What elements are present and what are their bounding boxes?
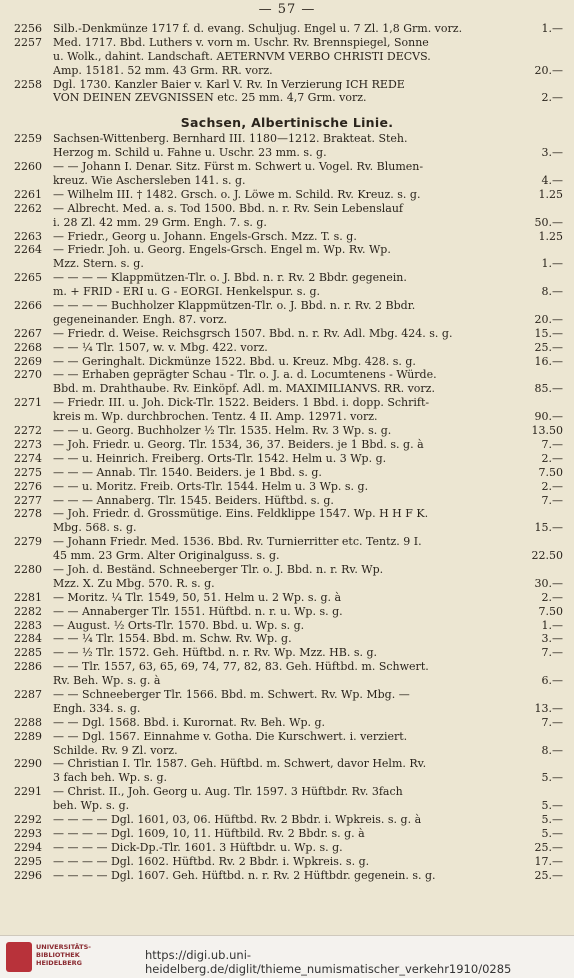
entry-description: Amp. 15181. 52 mm. 43 Grm. RR. vorz.	[53, 63, 273, 77]
entry-price: 1.—	[541, 22, 563, 35]
entry-price: 6.—	[541, 674, 563, 688]
catalog-entry-line	[0, 563, 574, 577]
entry-number: 2257	[14, 35, 42, 49]
entry-price: 3.—	[541, 632, 563, 646]
entry-number: 2291	[14, 785, 42, 799]
entry-price: 5.—	[541, 771, 563, 785]
entry-number: 2295	[14, 854, 42, 868]
entry-price: 2.—	[541, 451, 563, 465]
library-logo-label: UNIVERSITÄTS-BIBLIOTHEK HEIDELBERG	[36, 943, 91, 967]
entry-price: 13.—	[534, 701, 563, 715]
entry-description: — — Geringhalt. Dickmünze 1522. Bbd. u. Kreuz. Mbg. 428. s. g.	[53, 354, 416, 368]
entry-number: 2279	[14, 535, 42, 549]
entry-description: — — Tlr. 1557, 63, 65, 69, 74, 77, 82, 83. Geh. Hüftbd. m. Schwert.	[53, 660, 429, 674]
entry-description: — — Erhaben geprägter Schau - Tlr. o. J. a. d. Locumtenens - Würde.	[53, 368, 437, 382]
entry-number: 2271	[14, 396, 42, 410]
entry-number: 2268	[14, 340, 42, 354]
entry-description: Schilde. Rv. 9 Zl. vorz.	[53, 743, 178, 757]
entry-description: — Friedr., Georg u. Johann. Engels-Grsch. Mzz. T. s. g.	[53, 229, 357, 243]
entry-description: — — — — Dgl. 1601, 03, 06. Hüftbd. Rv. 2 Bbdr. i. Wpkreis. s. g. à	[53, 812, 422, 826]
footer-bar	[0, 935, 574, 978]
entry-number: 2281	[14, 590, 42, 604]
entry-description: — — — Annab. Tlr. 1540. Beiders. je 1 Bbd. s. g.	[53, 465, 322, 479]
entry-price: 1.—	[541, 257, 563, 271]
entry-price: 7.—	[541, 437, 563, 451]
section-heading: Sachsen, Albertinische Linie.	[180, 115, 394, 131]
entry-number: 2278	[14, 507, 42, 521]
catalog-entry-line	[0, 619, 574, 633]
entry-number: 2293	[14, 826, 42, 840]
entry-price: 15.—	[534, 326, 563, 340]
catalog-entry-line	[0, 216, 574, 230]
entry-description: — August. ½ Orts-Tlr. 1570. Bbd. u. Wp. s. g.	[53, 618, 305, 632]
entry-price: 30.—	[534, 576, 563, 590]
catalog-entry-line	[0, 535, 574, 549]
catalog-entry-line	[0, 285, 574, 299]
entry-price: 5.—	[541, 799, 563, 813]
entry-description: — Albrecht. Med. a. s. Tod 1500. Bbd. n. r. Rv. Sein Lebenslauf	[53, 201, 403, 215]
entry-number: 2265	[14, 271, 42, 285]
entry-number: 2264	[14, 243, 42, 257]
entry-list-main	[0, 132, 574, 882]
entry-number: 2262	[14, 201, 42, 215]
entry-price: 25.—	[534, 868, 563, 882]
catalog-entry-line	[0, 230, 574, 244]
catalog-content	[0, 22, 574, 882]
catalog-entry-line	[0, 841, 574, 855]
catalog-entry-line	[0, 188, 574, 202]
catalog-entry-line	[0, 341, 574, 355]
entry-price: 1.—	[541, 618, 563, 632]
catalog-entry-line	[0, 702, 574, 716]
entry-price: 3.—	[541, 146, 563, 160]
entry-description: Med. 1717. Bbd. Luthers v. vorn m. Uschr. Rv. Brennspiegel, Sonne	[53, 35, 429, 49]
entry-description: — Friedr. d. Weise. Reichsgrsch 1507. Bbd. n. r. Rv. Adl. Mbg. 424. s. g.	[53, 326, 453, 340]
entry-description: u. Wolk., dahint. Landschaft. AETERNVM VERBO CHRISTI DECVS.	[53, 49, 431, 63]
entry-number: 2276	[14, 479, 42, 493]
entry-price: 22.50	[531, 549, 563, 563]
entry-description: VON DEINEN ZEVGNISSEN etc. 25 mm. 4,7 Grm. vorz.	[53, 91, 367, 105]
catalog-entry-line	[0, 396, 574, 410]
entry-description: Dgl. 1730. Kanzler Baier v. Karl V. Rv. In Verzierung ICH REDE	[53, 77, 405, 91]
catalog-entry-line	[0, 299, 574, 313]
entry-price: 7.50	[538, 465, 563, 479]
catalog-entry-line	[0, 521, 574, 535]
entry-number: 2287	[14, 687, 42, 701]
entry-description: Silb.-Denkmünze 1717 f. d. evang. Schuljug. Engel u. 7 Zl. 1,8 Grm. vorz.	[53, 22, 463, 35]
entry-number: 2282	[14, 604, 42, 618]
entry-description: — Friedr. III. u. Joh. Dick-Tlr. 1522. Beiders. 1 Bbd. i. dopp. Schrift-	[53, 396, 430, 410]
catalog-entry-line	[0, 78, 574, 92]
catalog-entry-line	[0, 424, 574, 438]
entry-price: 90.—	[534, 410, 563, 424]
entry-description: — Joh. Friedr. d. Grossmütige. Eins. Feldklippe 1547. Wp. H H F K.	[53, 507, 429, 521]
entry-description: kreuz. Wie Aschersleben 141. s. g.	[53, 174, 246, 188]
catalog-entry-line	[0, 785, 574, 799]
catalog-entry-line	[0, 91, 574, 105]
entry-number: 2294	[14, 840, 42, 854]
catalog-entry-line	[0, 132, 574, 146]
catalog-entry-line	[0, 243, 574, 257]
entry-price: 7.—	[541, 493, 563, 507]
entry-description: — — — — Klappmützen-Tlr. o. J. Bbd. n. r. Rv. 2 Bbdr. gegenein.	[53, 271, 407, 285]
entry-description: — — ½ Tlr. 1572. Geh. Hüftbd. n. r. Rv. Wp. Mzz. HB. s. g.	[53, 646, 377, 660]
catalog-entry-line	[0, 549, 574, 563]
entry-description: Sachsen-Wittenberg. Bernhard III. 1180—1212. Brakteat. Steh.	[53, 132, 408, 146]
entry-price: 50.—	[534, 215, 563, 229]
entry-number: 2286	[14, 660, 42, 674]
catalog-entry-line	[0, 146, 574, 160]
catalog-entry-line	[0, 480, 574, 494]
entry-description: — Moritz. ¼ Tlr. 1549, 50, 51. Helm u. 2 Wp. s. g. à	[53, 590, 342, 604]
entry-price: 7.—	[541, 715, 563, 729]
catalog-entry-line	[0, 507, 574, 521]
entry-number: 2285	[14, 646, 42, 660]
entry-number: 2280	[14, 562, 42, 576]
entry-description: — — u. Heinrich. Freiberg. Orts-Tlr. 1542. Helm u. 3 Wp. g.	[53, 451, 387, 465]
entry-number: 2274	[14, 451, 42, 465]
entry-number: 2260	[14, 160, 42, 174]
catalog-entry-line	[0, 716, 574, 730]
catalog-entry-line	[0, 813, 574, 827]
entry-number: 2256	[14, 22, 42, 35]
entry-description: — Friedr. Joh. u. Georg. Engels-Grsch. Engel m. Wp. Rv. Wp.	[53, 243, 391, 257]
catalog-entry-line	[0, 64, 574, 78]
entry-number: 2272	[14, 424, 42, 438]
entry-number: 2266	[14, 299, 42, 313]
entry-price: 20.—	[534, 312, 563, 326]
entry-description: — — Annaberger Tlr. 1551. Hüftbd. n. r. u. Wp. s. g.	[53, 604, 343, 618]
catalog-entry-line	[0, 660, 574, 674]
catalog-entry-line	[0, 674, 574, 688]
entry-price: 2.—	[541, 590, 563, 604]
entry-price: 5.—	[541, 826, 563, 840]
entry-description: Mbg. 568. s. g.	[53, 521, 137, 535]
entry-price: 7.—	[541, 646, 563, 660]
catalog-entry-line	[0, 744, 574, 758]
entry-list-top	[0, 22, 574, 105]
catalog-entry-line	[0, 22, 574, 36]
catalog-entry-line	[0, 50, 574, 64]
entry-description: 3 fach beh. Wp. s. g.	[53, 771, 168, 785]
entry-description: — — — Annaberg. Tlr. 1545. Beiders. Hüftbd. s. g.	[53, 493, 334, 507]
entry-price: 7.50	[538, 604, 563, 618]
catalog-entry-line	[0, 605, 574, 619]
entry-description: — Wilhelm III. † 1482. Grsch. o. J. Löwe m. Schild. Rv. Kreuz. s. g.	[53, 187, 421, 201]
catalog-entry-line	[0, 257, 574, 271]
catalog-entry-line	[0, 174, 574, 188]
entry-description: — Johann Friedr. Med. 1536. Bbd. Rv. Turnierritter etc. Tentz. 9 I.	[53, 535, 422, 549]
entry-description: — — Schneeberger Tlr. 1566. Bbd. m. Schwert. Rv. Wp. Mbg. —	[53, 687, 410, 701]
entry-price: 17.—	[534, 854, 563, 868]
entry-description: beh. Wp. s. g.	[53, 799, 130, 813]
entry-description: — — Dgl. 1568. Bbd. i. Kurornat. Rv. Beh. Wp. g.	[53, 715, 326, 729]
entry-number: 2275	[14, 465, 42, 479]
entry-description: — Christ. II., Joh. Georg u. Aug. Tlr. 1597. 3 Hüftbdr. Rv. 3fach	[53, 785, 403, 799]
entry-number: 2263	[14, 229, 42, 243]
entry-description: — — ¼ Tlr. 1554. Bbd. m. Schw. Rv. Wp. g.	[53, 632, 292, 646]
catalog-entry-line	[0, 688, 574, 702]
catalog-entry-line	[0, 466, 574, 480]
catalog-entry-line	[0, 827, 574, 841]
entry-description: Mzz. X. Zu Mbg. 570. R. s. g.	[53, 576, 215, 590]
entry-number: 2284	[14, 632, 42, 646]
entry-price: 25.—	[534, 340, 563, 354]
catalog-entry-line	[0, 591, 574, 605]
entry-price: 20.—	[534, 63, 563, 77]
entry-number: 2261	[14, 187, 42, 201]
entry-price: 2.—	[541, 479, 563, 493]
catalog-entry-line	[0, 160, 574, 174]
entry-description: Herzog m. Schild u. Fahne u. Uschr. 23 mm. s. g.	[53, 146, 327, 160]
entry-description: — — — — Dgl. 1602. Hüftbd. Rv. 2 Bbdr. i. Wpkreis. s. g.	[53, 854, 370, 868]
entry-number: 2270	[14, 368, 42, 382]
entry-description: — Christian I. Tlr. 1587. Geh. Hüftbd. m. Schwert, davor Helm. Rv.	[53, 757, 427, 771]
catalog-entry-line	[0, 327, 574, 341]
entry-number: 2289	[14, 729, 42, 743]
library-logo-icon	[6, 942, 32, 972]
catalog-entry-line	[0, 438, 574, 452]
catalog-entry-line	[0, 855, 574, 869]
entry-price: 25.—	[534, 840, 563, 854]
entry-price: 5.—	[541, 812, 563, 826]
entry-description: — — — — Buchholzer Klappmützen-Tlr. o. J. Bbd. n. r. Rv. 2 Bbdr.	[53, 299, 416, 313]
catalog-entry-line	[0, 730, 574, 744]
entry-description: kreis m. Wp. durchbrochen. Tentz. 4 II. Amp. 12971. vorz.	[53, 410, 378, 424]
entry-number: 2267	[14, 326, 42, 340]
entry-number: 2273	[14, 437, 42, 451]
entry-description: — — Johann I. Denar. Sitz. Fürst m. Schwert u. Vogel. Rv. Blumen-	[53, 160, 424, 174]
entry-description: Engh. 334. s. g.	[53, 701, 141, 715]
catalog-entry-line	[0, 202, 574, 216]
catalog-entry-line	[0, 646, 574, 660]
entry-description: m. + FRID - ERI u. G - EORGI. Henkelspur. s. g.	[53, 285, 320, 299]
entry-description: gegeneinander. Engh. 87. vorz.	[53, 312, 228, 326]
entry-price: 13.50	[531, 424, 563, 438]
entry-description: — — ¼ Tlr. 1507, w. v. Mbg. 422. vorz.	[53, 340, 268, 354]
entry-price: 16.—	[534, 354, 563, 368]
entry-description: — — — — Dgl. 1607. Geh. Hüftbd. n. r. Rv. 2 Hüftbdr. gegenein. s. g.	[53, 868, 436, 882]
catalog-entry-line	[0, 410, 574, 424]
entry-price: 85.—	[534, 382, 563, 396]
entry-price: 8.—	[541, 743, 563, 757]
entry-description: — — u. Georg. Buchholzer ½ Tlr. 1535. Helm. Rv. 3 Wp. s. g.	[53, 424, 392, 438]
entry-price: 4.—	[541, 174, 563, 188]
catalog-entry-line	[0, 368, 574, 382]
entry-description: — Joh. d. Beständ. Schneeberger Tlr. o. J. Bbd. n. r. Rv. Wp.	[53, 562, 384, 576]
entry-description: Mzz. Stern. s. g.	[53, 257, 144, 271]
page-number: — 57 —	[258, 2, 316, 17]
entry-number: 2296	[14, 868, 42, 882]
entry-description: Bbd. m. Drahthaube. Rv. Einköpf. Adl. m. MAXIMILIANVS. RR. vorz.	[53, 382, 435, 396]
entry-number: 2259	[14, 132, 42, 146]
entry-description: — — — — Dick-Dp.-Tlr. 1601. 3 Hüftbdr. u. Wp. s. g.	[53, 840, 343, 854]
entry-number: 2277	[14, 493, 42, 507]
entry-number: 2269	[14, 354, 42, 368]
catalog-entry-line	[0, 271, 574, 285]
entry-description: — — Dgl. 1567. Einnahme v. Gotha. Die Kurschwert. i. verziert.	[53, 729, 408, 743]
catalog-entry-line	[0, 313, 574, 327]
entry-price: 8.—	[541, 285, 563, 299]
entry-number: 2283	[14, 618, 42, 632]
entry-description: i. 28 Zl. 42 mm. 29 Grm. Engh. 7. s. g.	[53, 215, 267, 229]
entry-price: 1.25	[538, 187, 563, 201]
entry-description: — Joh. Friedr. u. Georg. Tlr. 1534, 36, 37. Beiders. je 1 Bbd. s. g. à	[53, 437, 424, 451]
entry-description: — — — — Dgl. 1609, 10, 11. Hüftbild. Rv. 2 Bbdr. s. g. à	[53, 826, 365, 840]
catalog-entry-line	[0, 577, 574, 591]
entry-number: 2258	[14, 77, 42, 91]
catalog-entry-line	[0, 799, 574, 813]
catalog-entry-line	[0, 36, 574, 50]
entry-price: 15.—	[534, 521, 563, 535]
entry-description: 45 mm. 23 Grm. Alter Originalguss. s. g.	[53, 549, 280, 563]
catalog-entry-line	[0, 757, 574, 771]
entry-description: Rv. Beh. Wp. s. g. à	[53, 674, 161, 688]
catalog-entry-line	[0, 494, 574, 508]
catalog-entry-line	[0, 632, 574, 646]
entry-number: 2288	[14, 715, 42, 729]
entry-description: — — u. Moritz. Freib. Orts-Tlr. 1544. Helm u. 3 Wp. s. g.	[53, 479, 369, 493]
catalog-entry-line	[0, 452, 574, 466]
catalog-entry-line	[0, 869, 574, 883]
entry-price: 2.—	[541, 91, 563, 105]
entry-price: 1.25	[538, 229, 563, 243]
source-url-link[interactable]: https://digi.ub.uni-heidelberg.de/diglit/thieme_numismatischer_verkehr1910/0285	[145, 948, 512, 976]
entry-number: 2292	[14, 812, 42, 826]
catalog-entry-line	[0, 382, 574, 396]
catalog-entry-line	[0, 771, 574, 785]
catalog-entry-line	[0, 355, 574, 369]
entry-number: 2290	[14, 757, 42, 771]
